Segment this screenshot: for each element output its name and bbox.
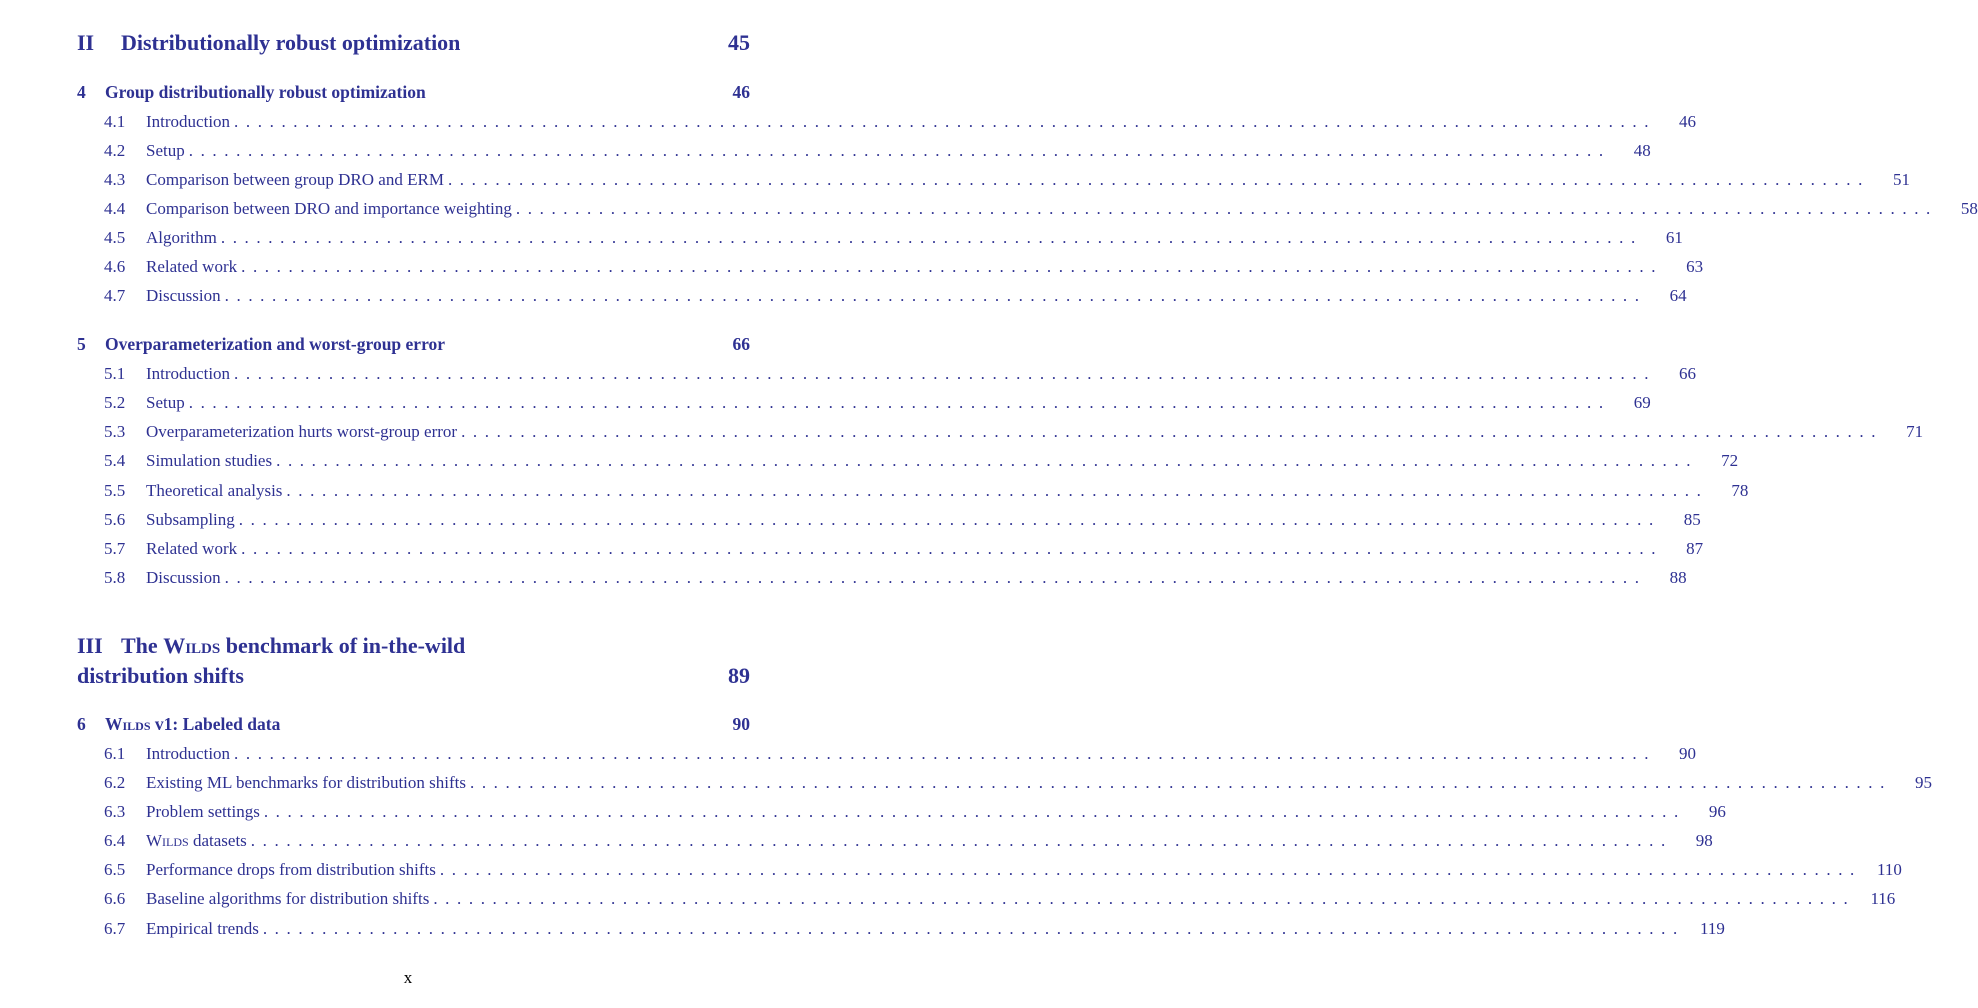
section-page: 116 xyxy=(1870,889,1896,908)
section-title: Overparameterization hurts worst-group error xyxy=(146,422,458,441)
part-number: III xyxy=(77,633,103,658)
section-title: Comparison between group DRO and ERM xyxy=(146,170,444,189)
toc-section-6-3[interactable] xyxy=(104,800,1726,824)
toc-section-4-7[interactable] xyxy=(104,284,1687,308)
section-page: 88 xyxy=(1669,568,1687,587)
section-title: Empirical trends xyxy=(146,919,259,938)
toc-section-4-4[interactable] xyxy=(104,197,1978,221)
section-number: 5.7 xyxy=(104,539,126,558)
toc-chapter-4[interactable] xyxy=(77,80,750,104)
section-title: Algorithm xyxy=(146,228,217,247)
section-title: Related work xyxy=(146,257,238,276)
section-number: 4.4 xyxy=(104,199,126,218)
section-title: Baseline algorithms for distribution shifts xyxy=(146,889,430,908)
dot-leader: ........................................................................................................................ xyxy=(286,481,1709,500)
dot-leader: ........................................................................................................................ xyxy=(262,919,1685,938)
section-page: 119 xyxy=(1699,919,1725,938)
toc-section-4-1[interactable] xyxy=(104,110,1697,134)
section-title: Introduction xyxy=(146,364,231,383)
toc-section-5-3[interactable] xyxy=(104,420,1924,444)
chapter-number: 5 xyxy=(77,334,86,354)
dot-leader: ........................................................................................................................ xyxy=(461,422,1884,441)
toc-part-iii[interactable] xyxy=(77,631,750,691)
section-page: 95 xyxy=(1914,773,1932,792)
dot-leader: ........................................................................................................................ xyxy=(250,831,1673,850)
page-number: x xyxy=(403,968,413,987)
dot-leader: ........................................................................................................................ xyxy=(234,112,1657,131)
section-title: Subsampling xyxy=(146,510,235,529)
part-page: 45 xyxy=(728,30,750,55)
section-number: 4.5 xyxy=(104,228,126,247)
toc-section-6-7[interactable] xyxy=(104,917,1725,941)
part-title-line-1 xyxy=(77,631,750,661)
toc-section-6-6[interactable] xyxy=(104,887,1896,911)
section-page: 46 xyxy=(1679,112,1697,131)
section-number: 5.2 xyxy=(104,393,126,412)
dot-leader: ........................................................................................................................ xyxy=(238,510,1661,529)
dot-leader: ........................................................................................................................ xyxy=(188,393,1611,412)
section-page: 72 xyxy=(1721,451,1739,470)
toc-section-6-2[interactable] xyxy=(104,771,1932,795)
section-number: 5.4 xyxy=(104,451,126,470)
section-title: Discussion xyxy=(146,568,221,587)
dot-leader: ........................................................................................................................ xyxy=(234,364,1657,383)
toc-section-6-1[interactable] xyxy=(104,742,1697,766)
toc-section-4-2[interactable] xyxy=(104,139,1651,163)
dot-leader: ........................................................................................................................ xyxy=(224,286,1647,305)
section-title xyxy=(146,829,251,853)
toc-section-6-4[interactable] xyxy=(104,829,1713,853)
section-number: 4.7 xyxy=(104,286,126,305)
chapter-title: Group distributionally robust optimization xyxy=(105,82,426,102)
section-title: Setup xyxy=(146,393,185,412)
section-number: 4.3 xyxy=(104,170,126,189)
section-number: 6.6 xyxy=(104,889,126,908)
part-title-post: benchmark of in-the-wild xyxy=(220,633,466,658)
toc-section-6-5[interactable] xyxy=(104,858,1902,882)
toc-section-5-2[interactable] xyxy=(104,391,1651,415)
section-page: 98 xyxy=(1695,831,1713,850)
section-page: 96 xyxy=(1708,802,1726,821)
section-page: 87 xyxy=(1686,539,1704,558)
section-number: 6.4 xyxy=(104,831,126,850)
chapter-page: 46 xyxy=(732,82,750,102)
section-title: Simulation studies xyxy=(146,451,273,470)
part-number: II xyxy=(77,30,95,55)
section-page: 90 xyxy=(1679,744,1697,763)
section-number: 5.1 xyxy=(104,364,126,383)
section-number: 4.1 xyxy=(104,112,126,131)
toc-section-5-4[interactable] xyxy=(104,449,1739,473)
chapter-number: 6 xyxy=(77,714,86,734)
section-page: 48 xyxy=(1633,141,1651,160)
section-number: 5.6 xyxy=(104,510,126,529)
section-number: 5.5 xyxy=(104,481,126,500)
section-page: 58 xyxy=(1960,199,1978,218)
dot-leader: ........................................................................................................................ xyxy=(263,802,1686,821)
section-page: 110 xyxy=(1877,860,1902,879)
section-number: 6.3 xyxy=(104,802,126,821)
section-number: 6.1 xyxy=(104,744,126,763)
toc-chapter-5[interactable] xyxy=(77,332,750,356)
section-page: 66 xyxy=(1679,364,1697,383)
toc-section-4-3[interactable] xyxy=(104,168,1910,192)
toc-section-5-7[interactable] xyxy=(104,537,1704,561)
section-title: Discussion xyxy=(146,286,221,305)
section-page: 61 xyxy=(1665,228,1683,247)
chapter-number: 4 xyxy=(77,82,86,102)
wilds-name: Wilds xyxy=(146,831,189,850)
part-title-line-2 xyxy=(77,661,750,691)
dot-leader: ........................................................................................................................ xyxy=(276,451,1699,470)
section-title: Theoretical analysis xyxy=(146,481,283,500)
dot-leader: ........................................................................................................................ xyxy=(241,539,1664,558)
section-title: Comparison between DRO and importance weighting xyxy=(146,199,512,218)
chapter-title: v1: Labeled data xyxy=(150,714,281,734)
section-title: Existing ML benchmarks for distribution shifts xyxy=(146,773,466,792)
dot-leader: ........................................................................................................................ xyxy=(234,744,1657,763)
dot-leader: ........................................................................................................................ xyxy=(439,860,1862,879)
section-page: 69 xyxy=(1633,393,1651,412)
dot-leader: ........................................................................................................................ xyxy=(241,257,1664,276)
dot-leader: ........................................................................................................................ xyxy=(188,141,1611,160)
chapter-page: 90 xyxy=(732,714,750,734)
chapter-title: Overparameterization and worst-group error xyxy=(105,334,446,354)
section-page: 85 xyxy=(1683,510,1701,529)
section-number: 6.5 xyxy=(104,860,126,879)
toc-part-ii[interactable] xyxy=(77,28,750,58)
section-title: Performance drops from distribution shifts xyxy=(146,860,436,879)
section-title: Related work xyxy=(146,539,238,558)
section-page: 78 xyxy=(1731,481,1749,500)
dot-leader: ........................................................................................................................ xyxy=(515,199,1938,218)
section-title: Setup xyxy=(146,141,185,160)
section-number: 4.6 xyxy=(104,257,126,276)
section-number: 5.8 xyxy=(104,568,126,587)
section-page: 63 xyxy=(1686,257,1704,276)
section-number: 6.2 xyxy=(104,773,126,792)
section-title: Problem settings xyxy=(146,802,260,821)
part-title-pre: The xyxy=(121,633,164,658)
section-page: 51 xyxy=(1892,170,1910,189)
section-page: 64 xyxy=(1669,286,1687,305)
toc-chapter-6[interactable] xyxy=(77,712,750,736)
section-title-post: datasets xyxy=(188,831,247,850)
part-title-continued: distribution shifts xyxy=(77,663,244,688)
section-page: 71 xyxy=(1906,422,1924,441)
wilds-name: Wilds xyxy=(105,714,151,734)
toc-section-4-6[interactable] xyxy=(104,255,1704,279)
chapter-page: 66 xyxy=(732,334,750,354)
toc-section-5-5[interactable] xyxy=(104,479,1749,503)
section-number: 5.3 xyxy=(104,422,126,441)
part-page: 89 xyxy=(728,663,750,688)
toc-section-5-6[interactable] xyxy=(104,508,1701,532)
section-number: 4.2 xyxy=(104,141,126,160)
section-number: 6.7 xyxy=(104,919,126,938)
part-title: Distributionally robust optimization xyxy=(121,30,461,55)
dot-leader: ........................................................................................................................ xyxy=(469,773,1892,792)
dot-leader: ........................................................................................................................ xyxy=(220,228,1643,247)
wilds-name: Wilds xyxy=(163,633,221,658)
section-title: Introduction xyxy=(146,744,231,763)
toc-section-5-1[interactable] xyxy=(104,362,1697,386)
toc-section-4-5[interactable] xyxy=(104,226,1683,250)
toc-section-5-8[interactable] xyxy=(104,566,1687,590)
dot-leader: ........................................................................................................................ xyxy=(447,170,1870,189)
section-title: Introduction xyxy=(146,112,231,131)
dot-leader: ........................................................................................................................ xyxy=(224,568,1647,587)
dot-leader: ........................................................................................................................ xyxy=(433,889,1856,908)
